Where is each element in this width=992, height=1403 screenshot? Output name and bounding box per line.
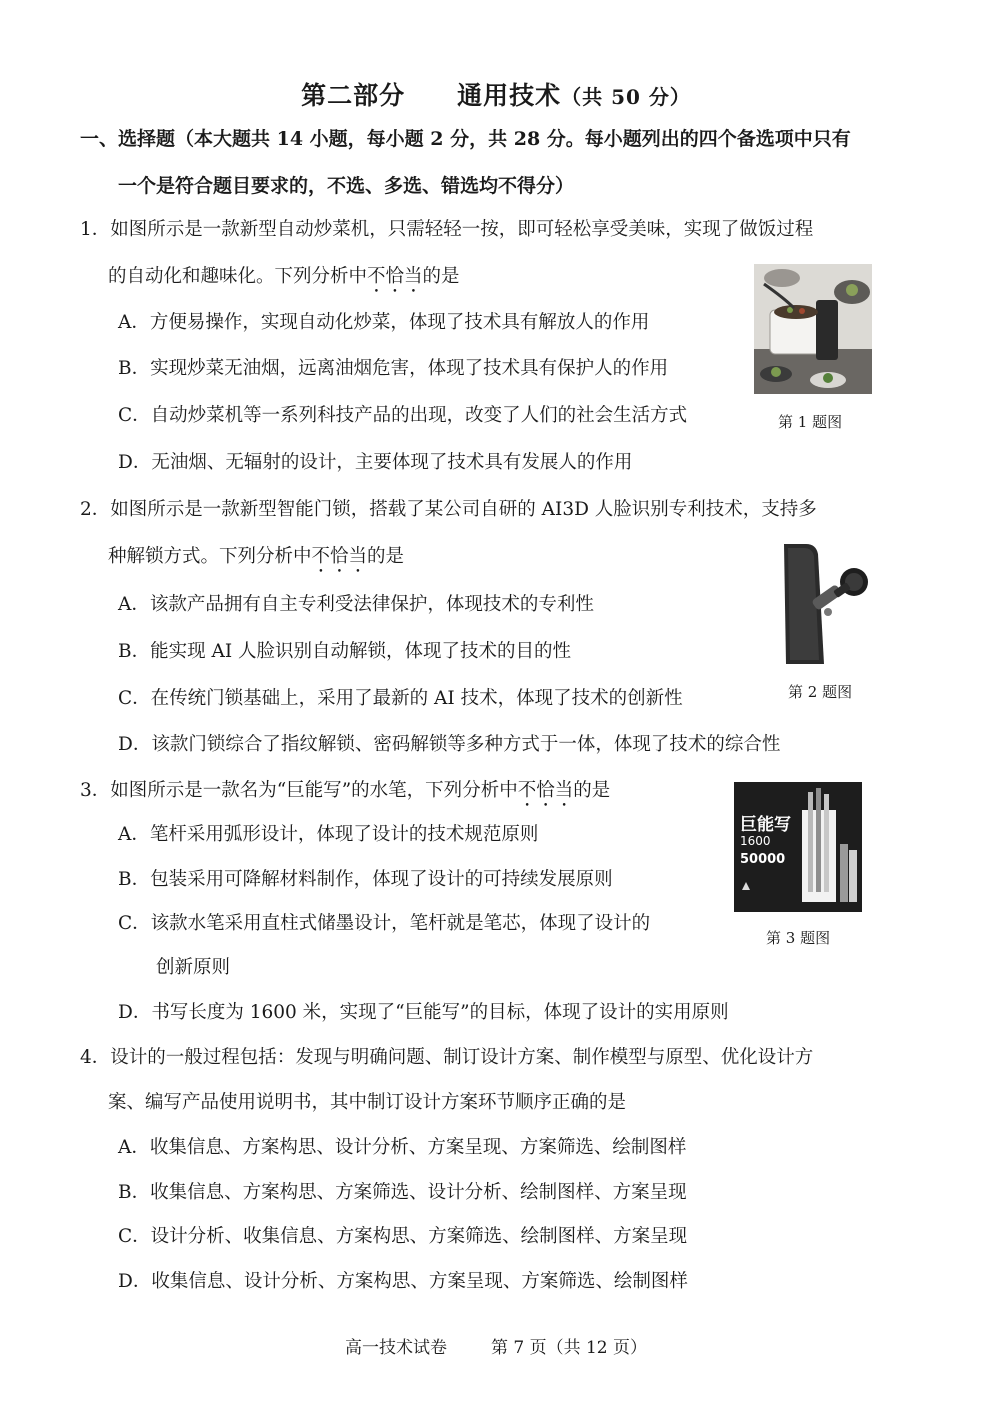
q2-stem-line2: 种解锁方式。下列分析中不恰当的是: [108, 546, 405, 567]
section-heading-line1: 一、选择题（本大题共 14 小题，每小题 2 分，共 28 分。每小题列出的四个备选项中只有: [80, 128, 851, 150]
q1-option-c: C．自动炒菜机等一系列科技产品的出现，改变了人们的社会生活方式: [118, 405, 688, 426]
q2-option-b: B．能实现 AI 人脸识别自动解锁，体现了技术的目的性: [118, 641, 572, 662]
q1-stem-line2: 的自动化和趣味化。下列分析中不恰当的是: [108, 266, 460, 287]
footer-title: 高一技术试卷: [344, 1338, 447, 1358]
q3-emphasis: 不恰当: [517, 780, 574, 801]
q4-option-c: C．设计分析、收集信息、方案构思、方案筛选、绘制图样、方案呈现: [118, 1226, 688, 1247]
section-heading-line2: 一个是符合题目要求的，不选、多选、错选均不得分）: [118, 175, 575, 197]
subject-label: 通用技术: [457, 81, 562, 110]
package-number-2: 50000: [740, 852, 786, 867]
q2-option-d: D．该款门锁综合了指纹解锁、密码解锁等多种方式于一体，体现了技术的综合性: [118, 734, 781, 755]
q1-stem-line1: 1．如图所示是一款新型自动炒菜机，只需轻轻一按，即可轻松享受美味，实现了做饭过程: [80, 219, 814, 240]
q3-option-d: D．书写长度为 1600 米，实现了“巨能写”的目标，体现了设计的实用原则: [118, 1002, 729, 1023]
page-footer: [0, 1333, 992, 1358]
q2-option-c: C．在传统门锁基础上，采用了最新的 AI 技术，体现了技术的创新性: [118, 688, 683, 709]
q2-figure-door-lock: [776, 540, 874, 668]
q1-option-d: D．无油烟、无辐射的设计，主要体现了技术具有发展人的作用: [118, 452, 633, 473]
q3-option-b: B．包装采用可降解材料制作，体现了设计的可持续发展原则: [118, 869, 613, 890]
q4-option-b: B．收集信息、方案构思、方案筛选、设计分析、绘制图样、方案呈现: [118, 1182, 687, 1203]
q4-stem-line2: 案、编写产品使用说明书，其中制订设计方案环节顺序正确的是: [108, 1092, 627, 1113]
q1-emphasis: 不恰当: [367, 266, 423, 287]
q3-option-c-cont: 创新原则: [156, 957, 231, 978]
part-label: 第二部分: [301, 81, 406, 110]
q3-stem: 3．如图所示是一款名为“巨能写”的水笔，下列分析中不恰当的是: [80, 780, 611, 801]
package-number-1: 1600: [740, 834, 771, 848]
q2-option-a: A．该款产品拥有自主专利受法律保护，体现技术的专利性: [118, 594, 594, 615]
q3-figure-pen-package: [734, 782, 862, 912]
q3-caption: 第 3 题图: [766, 929, 831, 947]
page-title: [0, 76, 992, 112]
footer-page-number: 第 7 页（共 12 页）: [490, 1338, 648, 1358]
q2-caption: 第 2 题图: [788, 683, 853, 701]
package-brand: 巨能写: [740, 815, 791, 835]
q4-option-a: A．收集信息、方案构思、设计分析、方案呈现、方案筛选、绘制图样: [118, 1137, 687, 1158]
q1-figure-cooking-machine: [754, 264, 872, 394]
q4-option-d: D．收集信息、设计分析、方案构思、方案呈现、方案筛选、绘制图样: [118, 1271, 688, 1292]
q1-option-b: B．实现炒菜无油烟，远离油烟危害，体现了技术具有保护人的作用: [118, 358, 669, 379]
q1-caption: 第 1 题图: [778, 413, 843, 431]
q2-stem-line1: 2．如图所示是一款新型智能门锁，搭载了某公司自研的 AI3D 人脸识别专利技术，支持多: [80, 499, 817, 520]
score-label: （共 50 分）: [561, 85, 691, 109]
q3-option-c: C．该款水笔采用直柱式储墨设计，笔杆就是笔芯，体现了设计的: [118, 913, 651, 934]
q3-option-a: A．笔杆采用弧形设计，体现了设计的技术规范原则: [118, 824, 539, 845]
q1-option-a: A．方便易操作，实现自动化炒菜，体现了技术具有解放人的作用: [118, 312, 650, 333]
q4-stem-line1: 4．设计的一般过程包括：发现与明确问题、制订设计方案、制作模型与原型、优化设计方: [80, 1047, 814, 1068]
q2-emphasis: 不恰当: [311, 546, 368, 567]
